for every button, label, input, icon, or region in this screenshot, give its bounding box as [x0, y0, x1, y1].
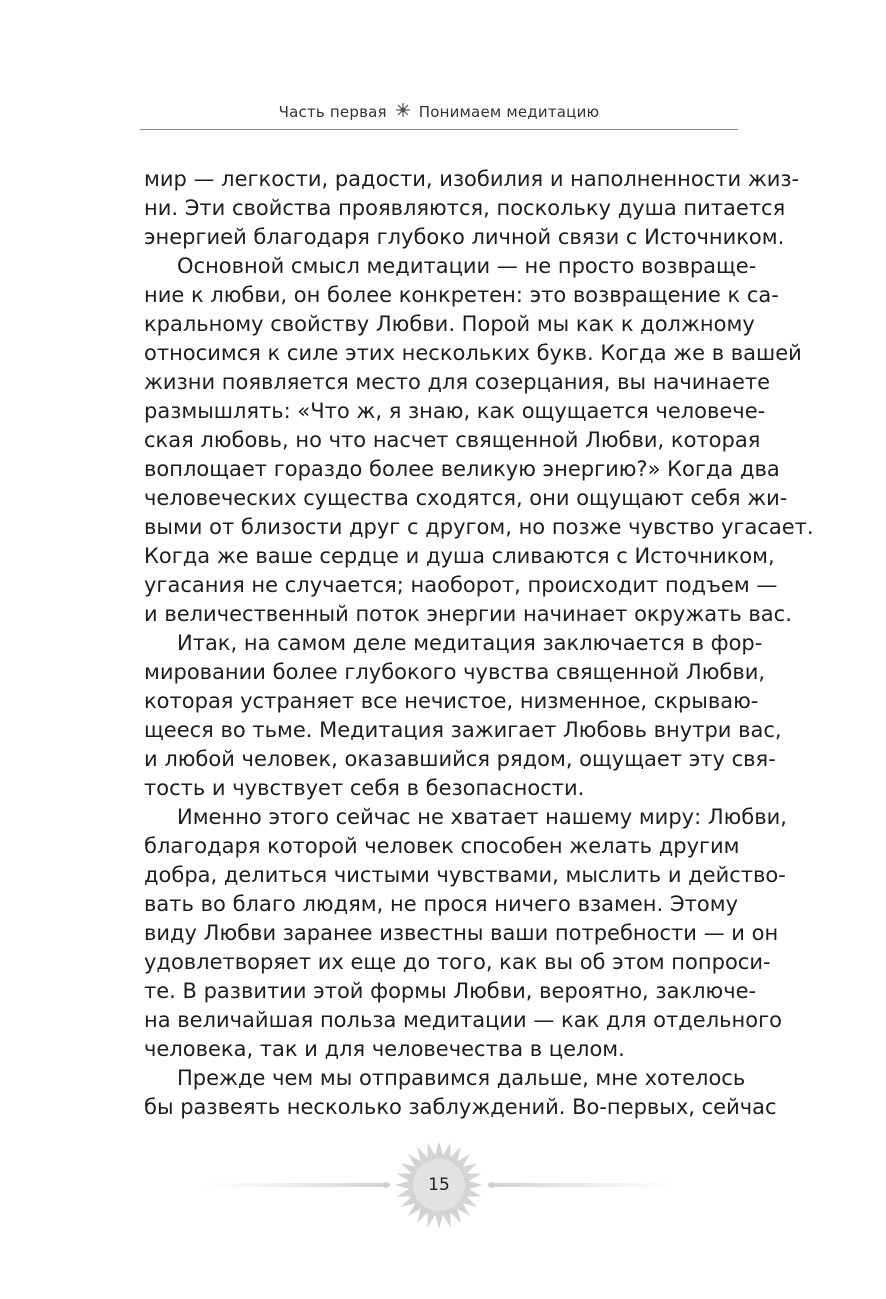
text-line: удовлетворяет их еще до того, как вы об этом попроси-: [144, 950, 771, 974]
text-line: выми от близости друг с другом, но позже чувство угасает.: [144, 515, 814, 539]
text-line: человеческих существа сходятся, они ощущают себя жи-: [144, 486, 788, 510]
text-line: бы развеять несколько заблуждений. Во-первых, сейчас: [144, 1095, 777, 1119]
text-line: тость и чувствует себя в безопасности.: [144, 776, 585, 800]
text-line: жизни появляется место для созерцания, вы начинаете: [144, 370, 771, 394]
star-ornament-icon: [395, 102, 411, 122]
text-line: щееся во тьме. Медитация зажигает Любовь внутри вас,: [144, 718, 782, 742]
text-line: виду Любви заранее известны ваши потребности — и он: [144, 921, 779, 945]
running-header: [140, 102, 738, 122]
text-line: ни. Эти свойства проявляются, поскольку душа питается: [144, 196, 786, 220]
text-line: мировании более глубокого чувства священной Любви,: [144, 660, 766, 684]
text-line: Когда же ваше сердце и душа сливаются с Источником,: [144, 544, 775, 568]
text-line: энергией благодаря глубоко личной связи с Источником.: [144, 225, 785, 249]
paragraph: [144, 629, 782, 803]
text-line: Именно этого сейчас не хватает нашему миру: Любви,: [177, 805, 787, 829]
text-line: кральному свойству Любви. Порой мы как к должному: [144, 312, 755, 336]
paragraph: [144, 1064, 777, 1122]
text-line: размышлять: «Что ж, я знаю, как ощущается человече-: [144, 399, 766, 423]
text-line: Основной смысл медитации — не просто возвраще-: [177, 254, 757, 278]
text-line: угасания не случается; наоборот, происходит подъем —: [144, 573, 778, 597]
header-rule: [140, 129, 738, 130]
text-line: благодаря которой человек способен желать другим: [144, 834, 740, 858]
text-line: на величайшая польза медитации — как для отдельного: [144, 1008, 782, 1032]
text-line: те. В развитии этой формы Любви, вероятно, заключе-: [144, 979, 757, 1003]
body-text: [144, 165, 814, 1122]
text-line: Итак, на самом деле медитация заключается в фор-: [177, 631, 763, 655]
text-line: Прежде чем мы отправимся дальше, мне хотелось: [177, 1066, 746, 1090]
paragraph: [144, 165, 800, 252]
paragraph: [144, 803, 787, 1064]
paragraph: [144, 252, 814, 629]
text-line: и любой человек, оказавшийся рядом, ощущает эту свя-: [144, 747, 776, 771]
text-line: добра, делиться чистыми чувствами, мыслить и действо-: [144, 863, 786, 887]
text-line: и величественный поток энергии начинает окружать вас.: [144, 602, 792, 626]
header-chapter: Понимаем медитацию: [418, 103, 600, 121]
text-line: ская любовь, но что насчет священной Любви, которая: [144, 428, 761, 452]
page-number: 15: [428, 1175, 450, 1195]
text-line: мир — легкости, радости, изобилия и наполненности жиз-: [144, 167, 800, 191]
text-line: воплощает гораздо более великую энергию?» Когда два: [144, 457, 780, 481]
header-part: Часть первая: [278, 103, 387, 121]
text-line: относимся к силе этих нескольких букв. Когда же в вашей: [144, 341, 802, 365]
text-line: человека, так и для человечества в целом.: [144, 1037, 625, 1061]
text-line: которая устраняет все нечистое, низменное, скрываю-: [144, 689, 759, 713]
text-line: вать во благо людям, не прося ничего взамен. Этому: [144, 892, 738, 916]
page-footer: [200, 1140, 678, 1230]
text-line: ние к любви, он более конкретен: это возвращение к са-: [144, 283, 779, 307]
